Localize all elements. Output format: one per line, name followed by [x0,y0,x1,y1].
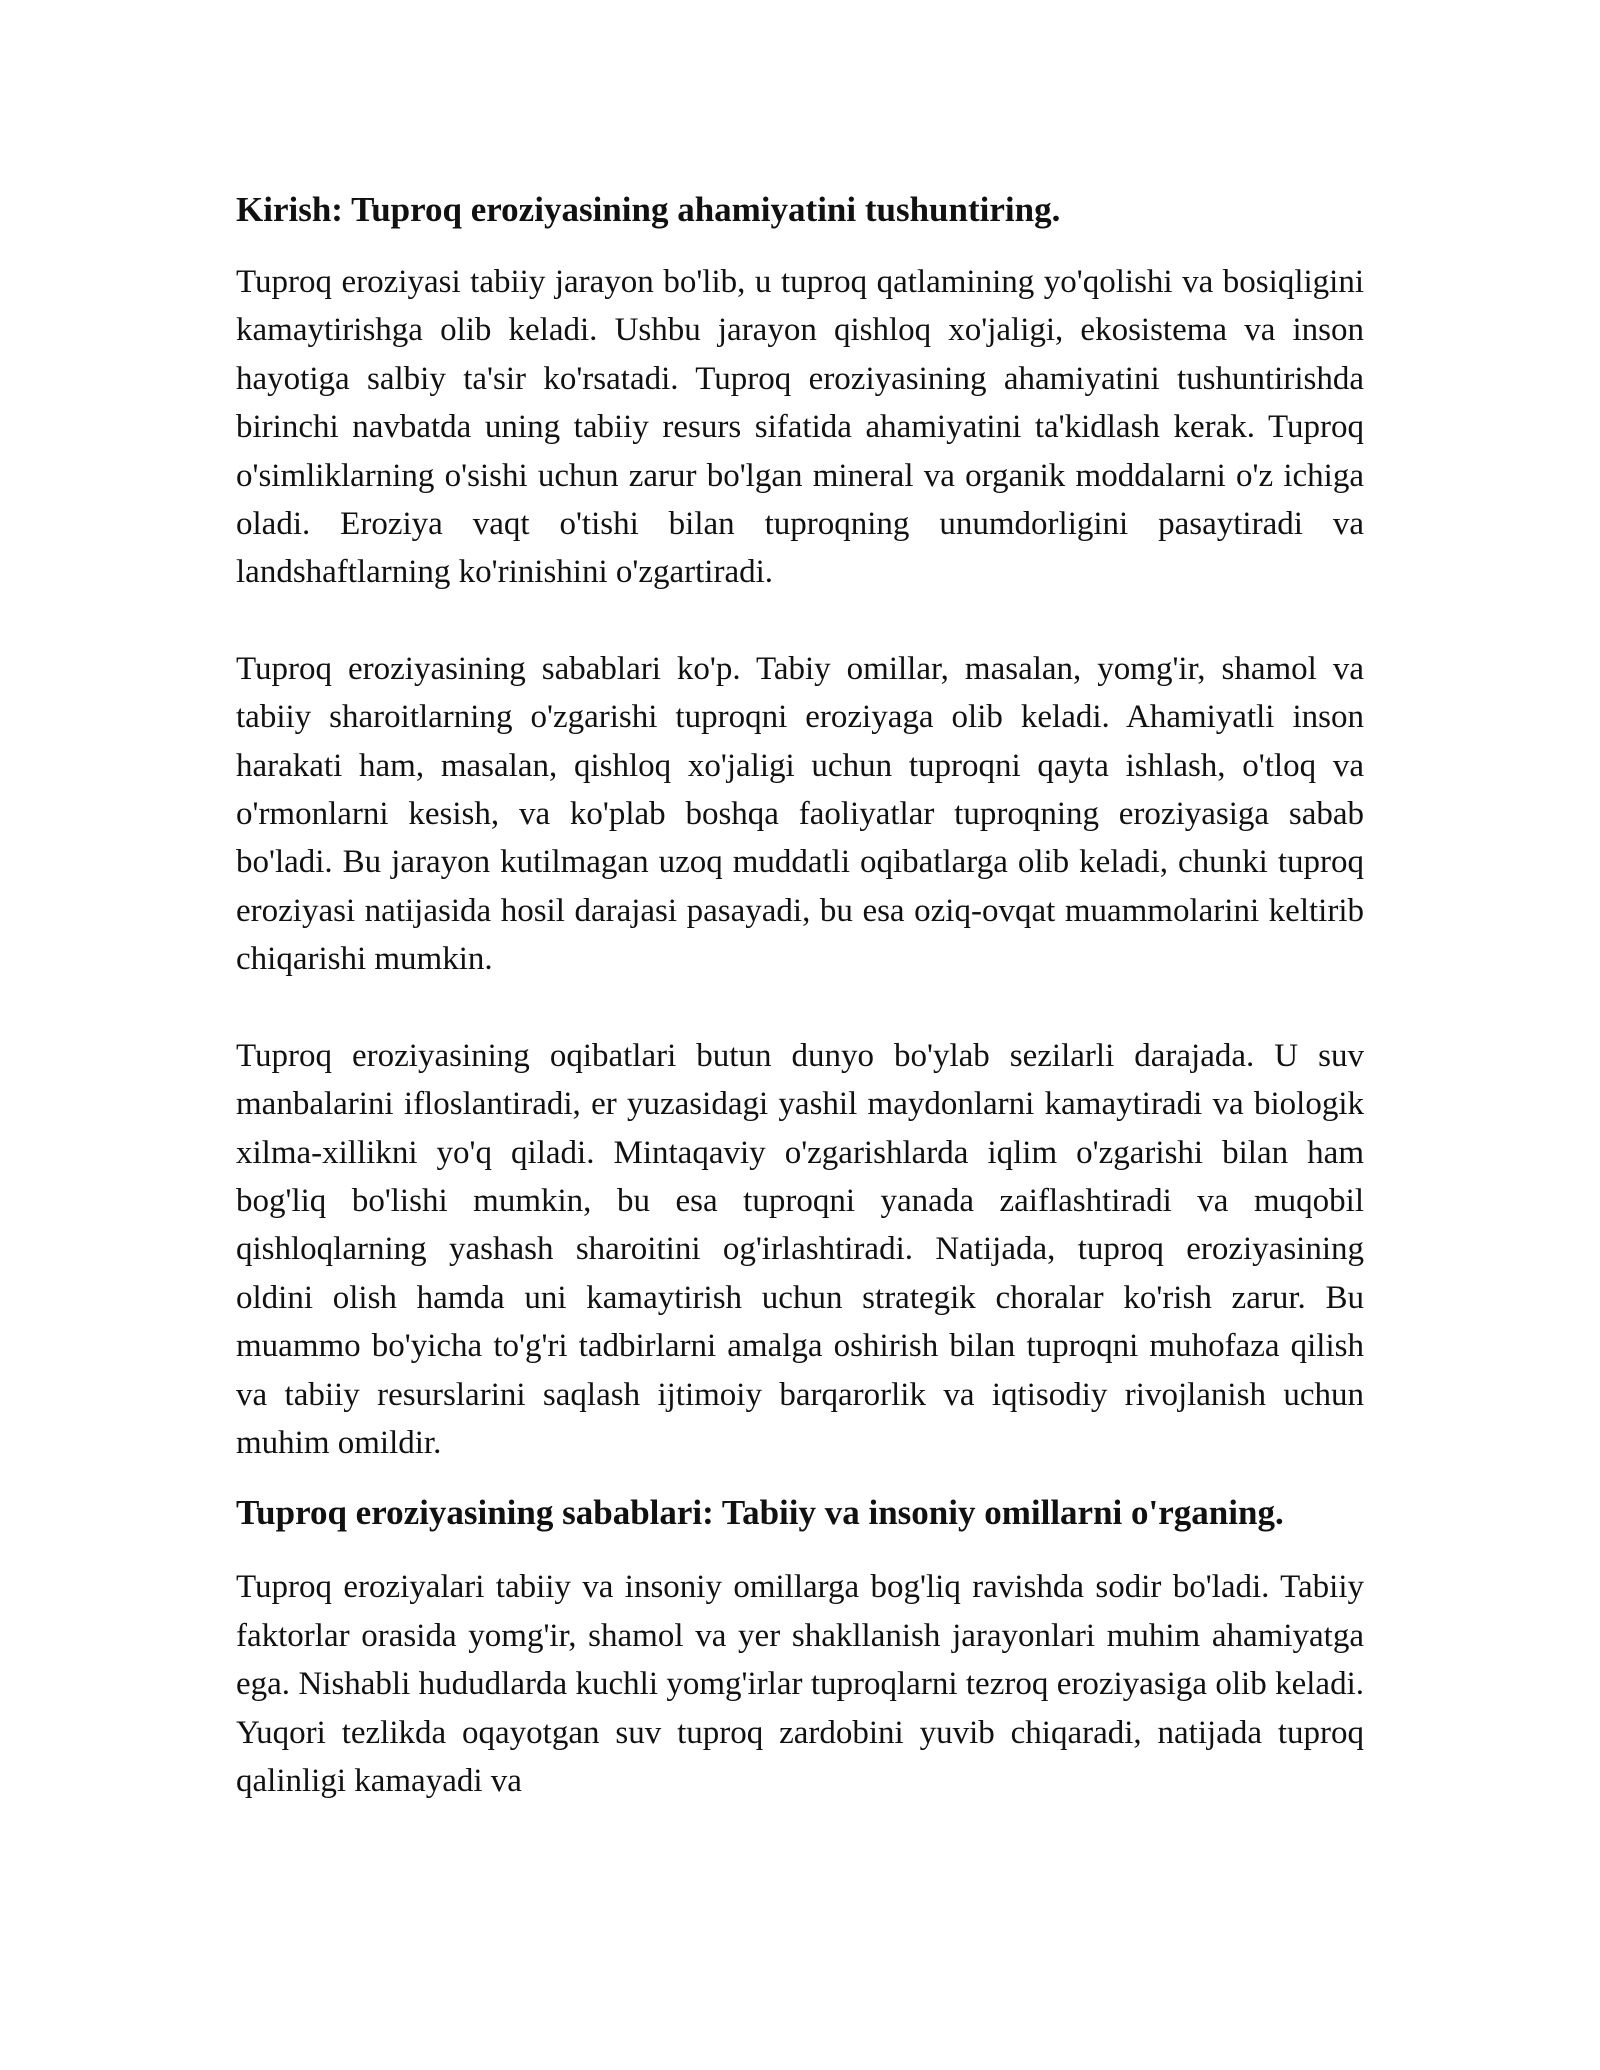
section-heading-causes: Tuproq eroziyasining sabablari: Tabiiy va insoniy omillarni o'rganing. [236,1493,1284,1533]
section-heading-intro: Kirish: Tuproq eroziyasining ahamiyatini tushuntiring. [236,190,1061,229]
document-page [236,186,1364,1805]
paragraph-spacer [236,984,1364,1032]
paragraph-intro: Tuproq eroziyasi tabiiy jarayon bo'lib, u tuproq qatlamining yo'qolishi va bosiqligini kamaytirishga olib keladi. Ushbu jarayon qishloq xo'jaligi, ekosistema va inson hayotiga salbiy ta'sir ko'rsatadi. Tuproq eroziyasining ahamiyatini tushuntirishda birinchi navbatda uning tabiiy resurs sifatida ahamiyatini ta'kidlash kerak. Tuproq o'simliklarning o'sishi uchun zarur bo'lgan mineral va organik moddalarni o'z ichiga oladi. Eroziya vaqt o'tishi bilan tuproqning unumdorligini pasaytiradi va landshaftlarning ko'rinishini o'zgartiradi. [236,264,1364,591]
paragraph-causes-detail: Tuproq eroziyalari tabiiy va insoniy omillarga bog'liq ravishda sodir bo'ladi. Tabiiy faktorlar orasida yomg'ir, shamol va yer shakllanish jarayonlari muhim ahamiyatga ega. Nishabli hududlarda kuchli yomg'irlar tuproqlarni tezroq eroziyasiga olib keladi. Yuqori tezlikda oqayotgan suv tuproq zardobini yuvib chiqaradi, natijada tuproq qalinligi kamayadi va [236,1569,1364,1799]
paragraph-spacer [236,597,1364,645]
paragraph-causes-overview: Tuproq eroziyasining sabablari ko'p. Tabiy omillar, masalan, yomg'ir, shamol va tabiiy sharoitlarning o'zgarishi tuproqni eroziyaga olib keladi. Ahamiyatli inson harakati ham, masalan, qishloq xo'jaligi uchun tuproqni qayta ishlash, o'tloq va o'rmonlarni kesish, va ko'plab boshqa faoliyatlar tuproqning eroziyasiga sabab bo'ladi. Bu jarayon kutilmagan uzoq muddatli oqibatlarga olib keladi, chunki tuproq eroziyasi natijasida hosil darajasi pasayadi, bu esa oziq-ovqat muammolarini keltirib chiqarishi mumkin. [236,650,1364,978]
paragraph-consequences: Tuproq eroziyasining oqibatlari butun dunyo bo'ylab sezilarli darajada. U suv manbalarini ifloslantiradi, er yuzasidagi yashil maydonlarni kamaytiradi va biologik xilma-xillikni yo'q qiladi. Mintaqaviy o'zgarishlarda iqlim o'zgarishi bilan ham bog'liq bo'lishi mumkin, bu esa tuproqni yanada zaiflashtiradi va muqobil qishloqlarning yashash sharoitini og'irlashtiradi. Natijada, tuproq eroziyasining oldini olish hamda uni kamaytirish uchun strategik choralar ko'rish zarur. Bu muammo bo'yicha to'g'ri tadbirlarni amalga oshirish bilan tuproqni muhofaza qilish va tabiiy resurslarini saqlash ijtimoiy barqarorlik va iqtisodiy rivojlanish uchun muhim omildir. [236,1037,1364,1461]
